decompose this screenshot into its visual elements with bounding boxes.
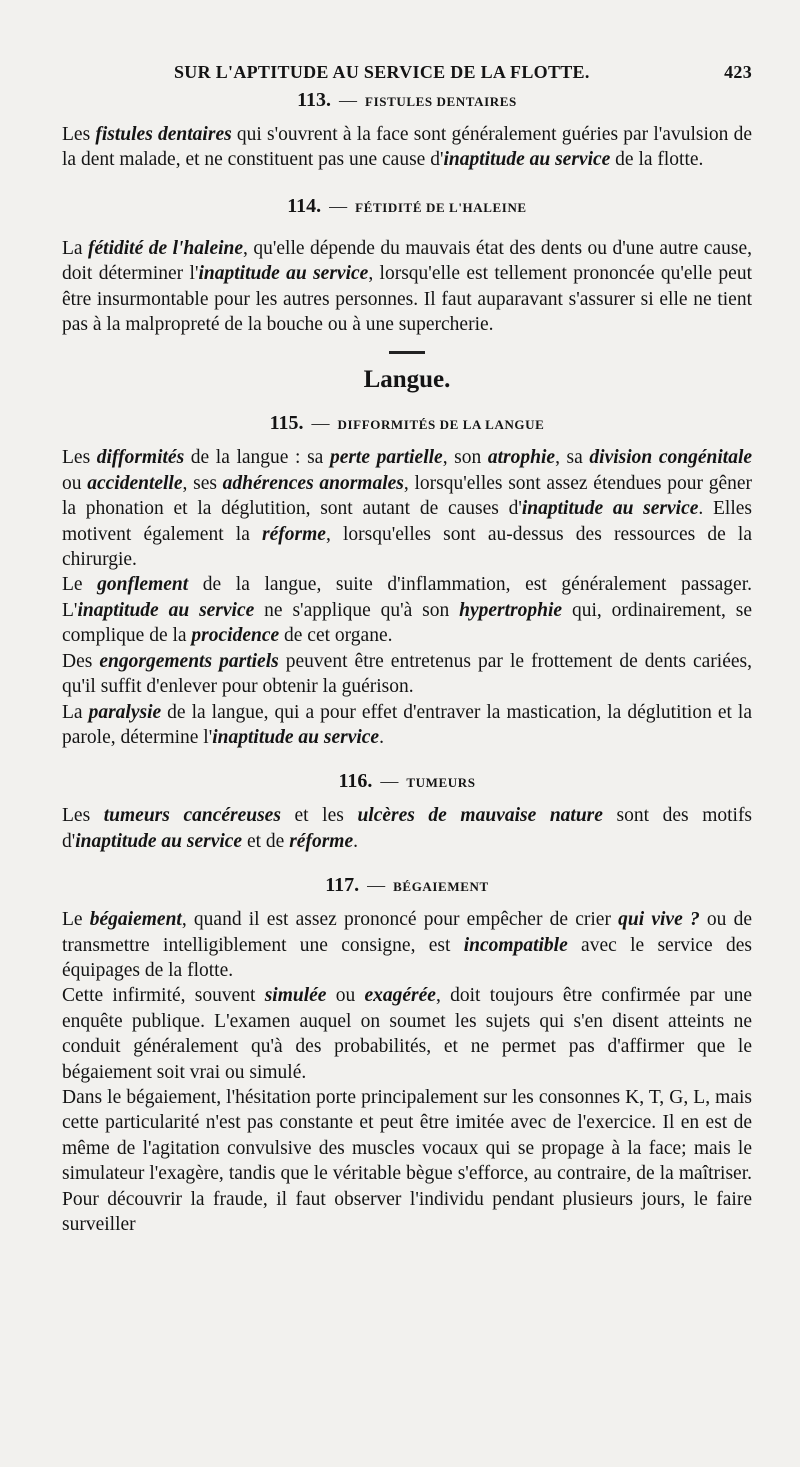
- body-text: peuvent être entretenus par le frottement de dents cariées, qu'il suffit d'enlever pour obtenir la guérison.: [62, 650, 752, 698]
- emphasis-text: exagérée: [364, 985, 436, 1007]
- emphasis-text: inaptitude au service: [75, 830, 243, 852]
- chapter-heading: Langue.: [363, 366, 451, 394]
- emphasis-text: fistules dentaires: [95, 124, 232, 145]
- emphasis-text: tumeurs cancéreuses: [103, 805, 281, 827]
- emphasis-text: bégaiement: [89, 909, 182, 931]
- body-text: Les: [62, 124, 96, 145]
- body-text: Le: [62, 574, 98, 596]
- section-dash: —: [329, 195, 348, 216]
- emphasis-text: division congénitale: [589, 447, 753, 469]
- emphasis-text: difformités: [96, 447, 185, 469]
- section-heading-116: [62, 770, 752, 793]
- emphasis-text: ulcères de mauvaise nature: [357, 805, 603, 827]
- body-text: et les: [280, 805, 358, 827]
- section-number: 114.: [287, 194, 322, 217]
- emphasis-text: simulée: [264, 985, 327, 1007]
- body-text: de cet organe.: [279, 625, 393, 647]
- section-title: TUMEURS: [406, 775, 476, 791]
- body-text: de la langue, qui a pour effet d'entraver la mastication, la déglutition et la parole, détermine l': [62, 701, 752, 748]
- emphasis-text: inaptitude au service: [521, 498, 699, 520]
- emphasis-text: inaptitude au service: [443, 149, 611, 171]
- section-heading-115: [62, 412, 752, 435]
- emphasis-text: accidentelle: [87, 472, 183, 494]
- body-text: , son: [442, 447, 488, 469]
- emphasis-text: inaptitude au service: [198, 263, 369, 285]
- body-text: Dans le bégaiement, l'hésitation porte principalement sur les consonnes K, T, G, L, mais cette particularité n'est pas constante et peut être imitée avec de l'exercice. Il en est de même de l'agitation convulsive des muscles vocaux qui se propage à la face; mais le simulateur l'exagère, tandis que le véritable bègue s'efforce, au contraire, de la maîtriser. Pour découvrir la fraude, il faut observer l'individu pendant plusieurs jours, le faire surveiller: [62, 1086, 752, 1235]
- emphasis-text: procidence: [191, 625, 280, 647]
- body-text: , quand il est assez prononcé pour empêcher de crier: [181, 909, 619, 931]
- section-number: 113.: [297, 89, 332, 111]
- body-text: La: [62, 237, 89, 259]
- paragraph: [62, 445, 752, 572]
- emphasis-text: qui vive ?: [618, 909, 700, 931]
- body-text: ou de transmettre intelligiblement une consigne, est: [62, 909, 752, 956]
- section-dash: —: [380, 771, 399, 792]
- body-text: ou: [62, 472, 88, 494]
- section-title: DIFFORMITÉS DE LA LANGUE: [337, 417, 545, 433]
- section-number: 116.: [338, 770, 373, 793]
- body-text: . Elles motivent également la: [62, 498, 753, 545]
- paragraph: [62, 1085, 752, 1237]
- emphasis-text: atrophie: [487, 447, 556, 469]
- emphasis-text: fétidité de l'haleine: [88, 237, 244, 259]
- emphasis-text: adhérences anormales: [222, 472, 404, 494]
- paragraph: [62, 700, 752, 751]
- section-heading-114: [62, 195, 752, 218]
- body-text: , lorsqu'elles sont au-dessus des ressources de la chirurgie.: [62, 523, 752, 571]
- body-text: , lorsqu'elles sont assez étendues pour gêner la phonation et la déglutition, sont autant de causes d': [62, 472, 752, 520]
- section-number: 117.: [325, 874, 360, 897]
- body-text: Les: [62, 805, 104, 827]
- body-text: , lorsqu'elle est tellement prononcée qu'elle peut être insurmontable pour les autres personnes. Il faut auparavant s'assurer si elle ne tient pas à la malpropreté de la bouche ou à une supercherie.: [62, 263, 752, 336]
- body-text: , sa: [555, 447, 590, 469]
- body-text: qui s'ouvrent à la face sont généralement guéries par l'avulsion de la dent malade, et ne constituent pas une cause d': [62, 124, 752, 171]
- paragraph: [62, 907, 752, 983]
- body-text: .: [353, 830, 358, 852]
- paragraph: [62, 572, 752, 648]
- section-title: FÉTIDITÉ DE L'HALEINE: [355, 199, 527, 215]
- paragraph: [62, 649, 752, 700]
- section-number: 115.: [269, 412, 304, 435]
- page-number: 423: [724, 62, 752, 82]
- section-dash: —: [339, 90, 358, 110]
- divider-rule: [389, 351, 425, 354]
- body-text: de la flotte.: [610, 149, 704, 171]
- emphasis-text: réforme: [289, 830, 354, 852]
- body-text: , qu'elle dépende du mauvais état des dents ou d'une autre cause, doit déterminer l': [62, 237, 752, 285]
- paragraph: [62, 236, 752, 338]
- section-dash: —: [311, 413, 330, 434]
- emphasis-text: hypertrophie: [459, 599, 563, 621]
- running-head: [62, 62, 752, 83]
- body-text: avec le service des équipages de la flotte.: [62, 934, 752, 981]
- emphasis-text: gonflement: [97, 574, 189, 596]
- emphasis-text: incompatible: [463, 934, 568, 956]
- paragraph: [62, 983, 752, 1085]
- body-text: , doit toujours être confirmée par une enquête publique. L'examen auquel on soumet les sujets qui s'en disent atteints ne conduit généralement qu'à des probabilités, et ne permet pas d'affirmer que le bégaiement soit vrai ou simulé.: [62, 985, 752, 1083]
- section-heading-113: [62, 89, 752, 112]
- running-head-title: SUR L'APTITUDE AU SERVICE DE LA FLOTTE.: [174, 62, 590, 82]
- emphasis-text: paralysie: [88, 701, 162, 723]
- body-text: .: [379, 726, 384, 748]
- body-text: Cette infirmité, souvent: [62, 985, 265, 1007]
- section-title: FISTULES DENTAIRES: [365, 94, 517, 109]
- body-text: , ses: [182, 472, 223, 494]
- body-text: sont des motifs d': [62, 805, 753, 852]
- emphasis-text: engorgements partiels: [99, 650, 279, 672]
- paragraph: [62, 122, 752, 173]
- paragraph: [62, 803, 752, 854]
- emphasis-text: réforme: [262, 523, 326, 545]
- body-text: Des: [62, 650, 100, 672]
- body-text: de la langue : sa: [184, 447, 330, 469]
- emphasis-text: inaptitude au service: [212, 726, 380, 748]
- body-text: Les: [62, 447, 97, 469]
- section-title: BÉGAIEMENT: [393, 879, 489, 895]
- section-heading-117: [62, 874, 752, 897]
- page: [62, 62, 752, 1237]
- body-text: ou: [326, 985, 365, 1007]
- emphasis-text: perte partielle: [329, 447, 443, 469]
- body-text: et de: [242, 830, 290, 852]
- body-text: de la langue, suite d'inflammation, est généralement passager. L': [62, 574, 752, 621]
- section-dash: —: [367, 875, 386, 896]
- emphasis-text: inaptitude au service: [77, 599, 255, 621]
- body-text: qui, ordinairement, se complique de la: [62, 599, 753, 647]
- body-text: Le: [62, 909, 90, 931]
- body-text: La: [62, 701, 89, 723]
- body-text: ne s'applique qu'à son: [254, 599, 460, 621]
